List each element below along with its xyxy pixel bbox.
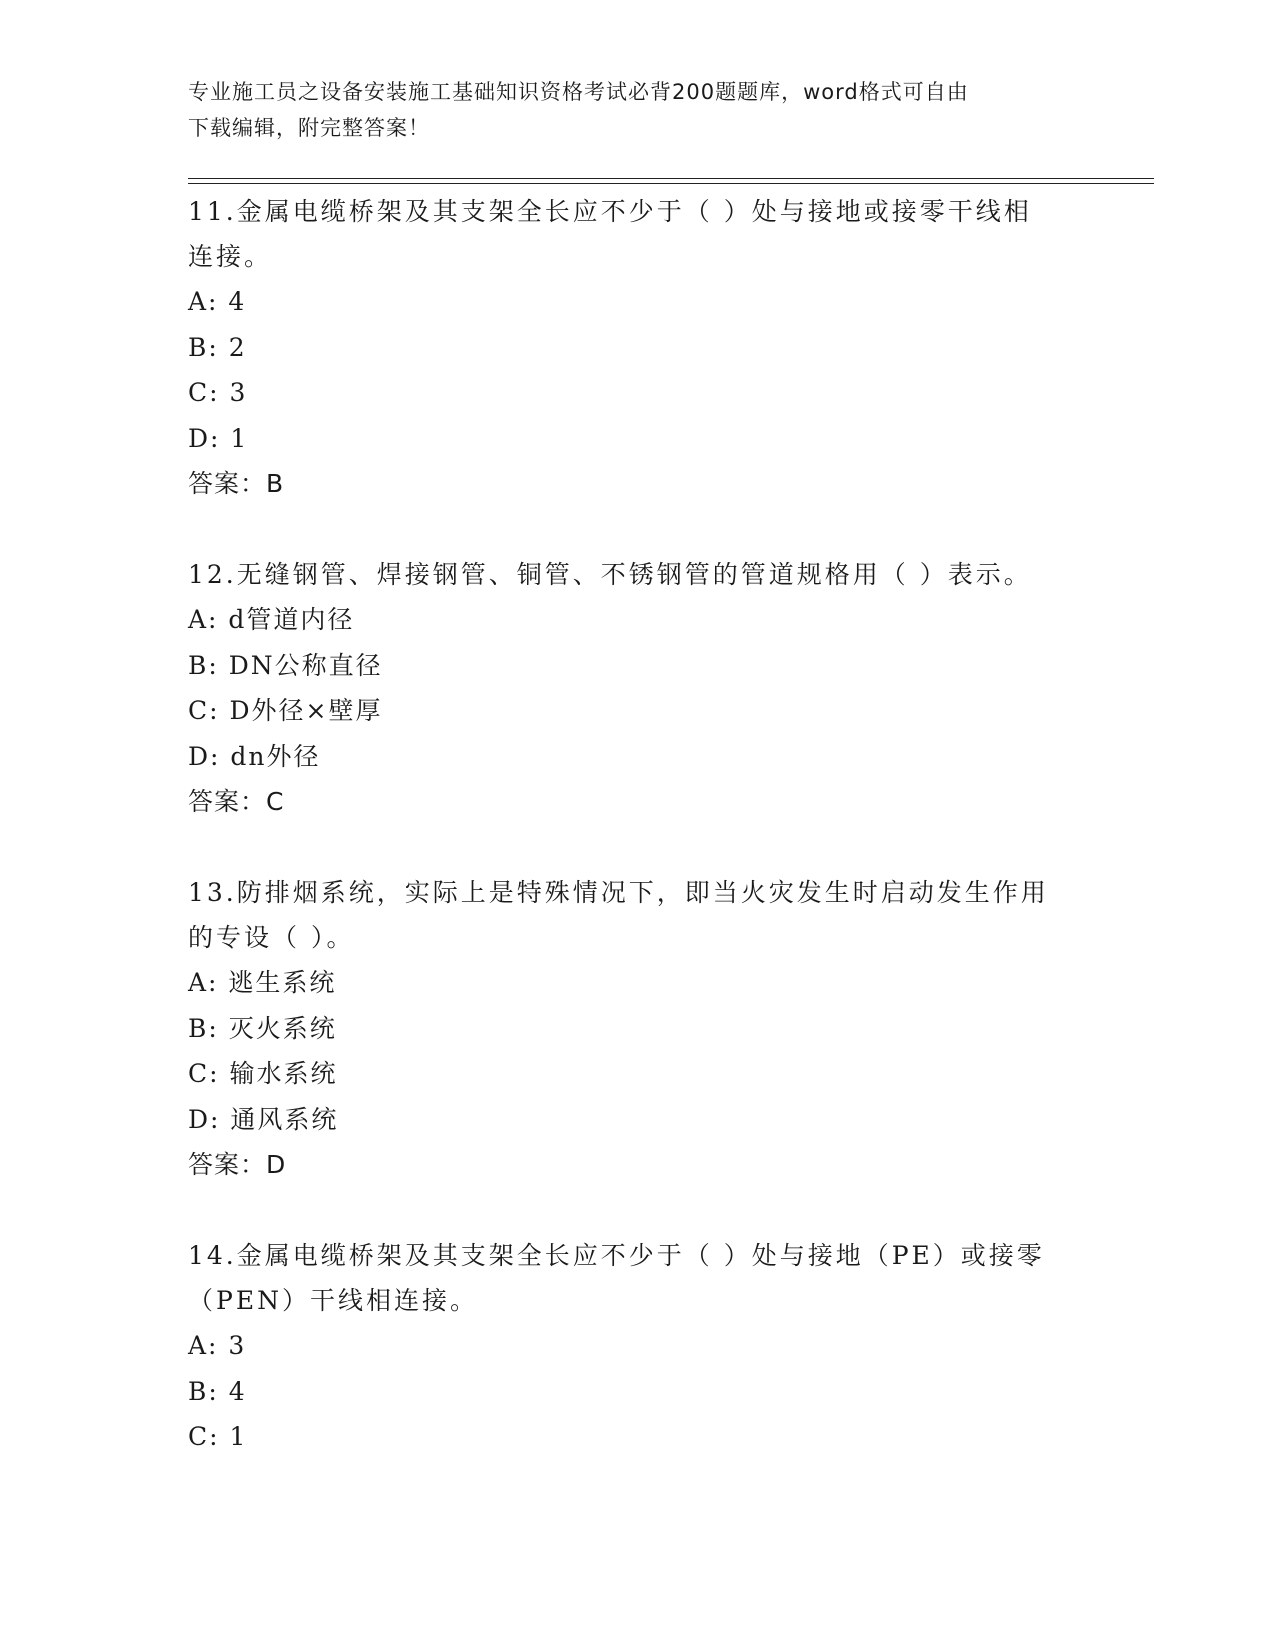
question-stem: 14.金属电缆桥架及其支架全长应不少于（ ）处与接地（PE）或接零 <box>188 1241 1045 1270</box>
option-c: C: 1 <box>188 1422 248 1451</box>
option-c: C: 3 <box>188 378 248 407</box>
option-d: D: 通风系统 <box>188 1104 339 1134</box>
question-stem: 的专设（ ）。 <box>188 923 355 952</box>
spacer <box>188 1187 1088 1233</box>
question-11 <box>188 189 1088 506</box>
header-rule-bottom <box>188 183 1154 184</box>
option-a: A: d管道内径 <box>188 605 355 634</box>
option-b: B: DN公称直径 <box>188 650 383 680</box>
answer: 答案：C <box>188 787 285 816</box>
question-stem: （PEN）干线相连接。 <box>188 1286 478 1315</box>
option-d: D: dn外径 <box>188 741 321 771</box>
option-b: B: 4 <box>188 1376 247 1406</box>
question-list <box>188 189 1088 1460</box>
answer: 答案：D <box>188 1150 287 1179</box>
question-stem: 13.防排烟系统，实际上是特殊情况下，即当火灾发生时启动发生作用 <box>188 878 1049 907</box>
question-stem: 12.无缝钢管、焊接钢管、铜管、不锈钢管的管道规格用（ ）表示。 <box>188 560 1032 589</box>
option-a: A: 3 <box>188 1331 247 1360</box>
spacer <box>188 824 1088 870</box>
option-d: D: 1 <box>188 423 249 453</box>
question-13 <box>188 870 1088 1187</box>
option-a: A: 逃生系统 <box>188 968 337 997</box>
option-c: C: 输水系统 <box>188 1059 338 1088</box>
question-stem: 连接。 <box>188 242 273 271</box>
option-c: C: D外径×壁厚 <box>188 696 383 725</box>
option-b: B: 灭火系统 <box>188 1013 337 1043</box>
header-rule-top <box>188 178 1154 179</box>
header-line-2: 下载编辑，附完整答案！ <box>188 116 430 140</box>
question-12 <box>188 552 1088 824</box>
document-header <box>188 74 1068 146</box>
header-line-1: 专业施工员之设备安装施工基础知识资格考试必背200题题库，word格式可自由 <box>188 80 969 104</box>
question-14 <box>188 1233 1088 1460</box>
spacer <box>188 506 1088 552</box>
option-a: A: 4 <box>188 287 247 316</box>
option-b: B: 2 <box>188 332 247 362</box>
answer: 答案：B <box>188 469 285 498</box>
question-stem: 11.金属电缆桥架及其支架全长应不少于（ ）处与接地或接零干线相 <box>188 197 1032 226</box>
